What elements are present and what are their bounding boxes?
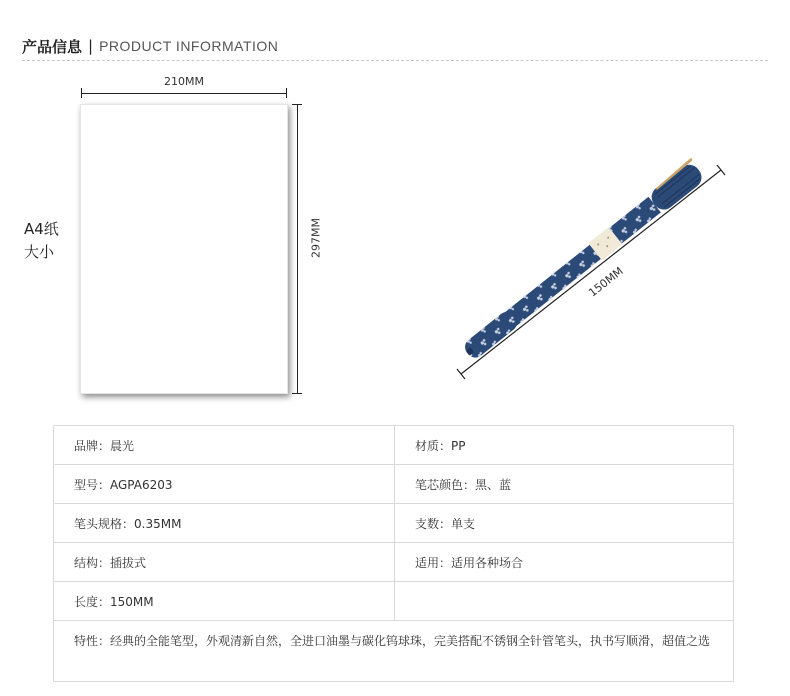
header-title-cn: 产品信息	[22, 37, 83, 56]
spec-brand: 品牌：晨光	[54, 426, 395, 465]
pen-body-group	[459, 158, 708, 363]
table-row	[54, 465, 734, 504]
spec-table	[53, 425, 734, 682]
spec-material: 材质：PP	[395, 426, 734, 465]
spec-usage: 适用：适用各种场合	[395, 543, 734, 582]
a4-size-caption	[24, 218, 59, 264]
spec-structure: 结构：插拔式	[54, 543, 395, 582]
header-divider	[22, 60, 768, 61]
paper-width-label: 210MM	[164, 75, 204, 88]
pen-flower-pattern	[461, 243, 603, 361]
spec-quantity: 支数：单支	[395, 504, 734, 543]
paper-height-dimension	[292, 104, 302, 394]
spec-tip-size: 笔头规格：0.35MM	[54, 504, 395, 543]
table-row	[54, 659, 734, 682]
paper-width-dimension	[81, 88, 287, 98]
spec-empty-cell	[395, 582, 734, 621]
header-title-en: PRODUCT INFORMATION	[99, 38, 279, 54]
pen-length-dimension	[457, 165, 725, 379]
table-row	[54, 582, 734, 621]
spec-feature: 特性：经典的全能笔型，外观清新自然，全进口油墨与碳化钨球珠，完美搭配不锈钢全针管笔头，执书写顺滑，超值之选	[54, 621, 734, 660]
section-header	[22, 36, 278, 56]
a4-caption-line2: 大小	[24, 243, 55, 261]
pen-cap	[647, 160, 706, 214]
spec-length: 长度：150MM	[54, 582, 395, 621]
spec-model: 型号：AGPA6203	[54, 465, 395, 504]
pen-length-label: 150MM	[586, 264, 626, 300]
table-row	[54, 543, 734, 582]
table-row	[54, 621, 734, 660]
a4-caption-line1: A4纸	[24, 220, 59, 238]
header-separator: |	[88, 37, 94, 55]
table-row	[54, 426, 734, 465]
spec-ink-color: 笔芯颜色：黑、蓝	[395, 465, 734, 504]
paper-height-label: 297MM	[309, 218, 323, 258]
spec-feature-tail	[54, 659, 734, 682]
table-row	[54, 504, 734, 543]
a4-paper-sheet	[80, 104, 288, 394]
pen-illustration	[430, 130, 740, 390]
